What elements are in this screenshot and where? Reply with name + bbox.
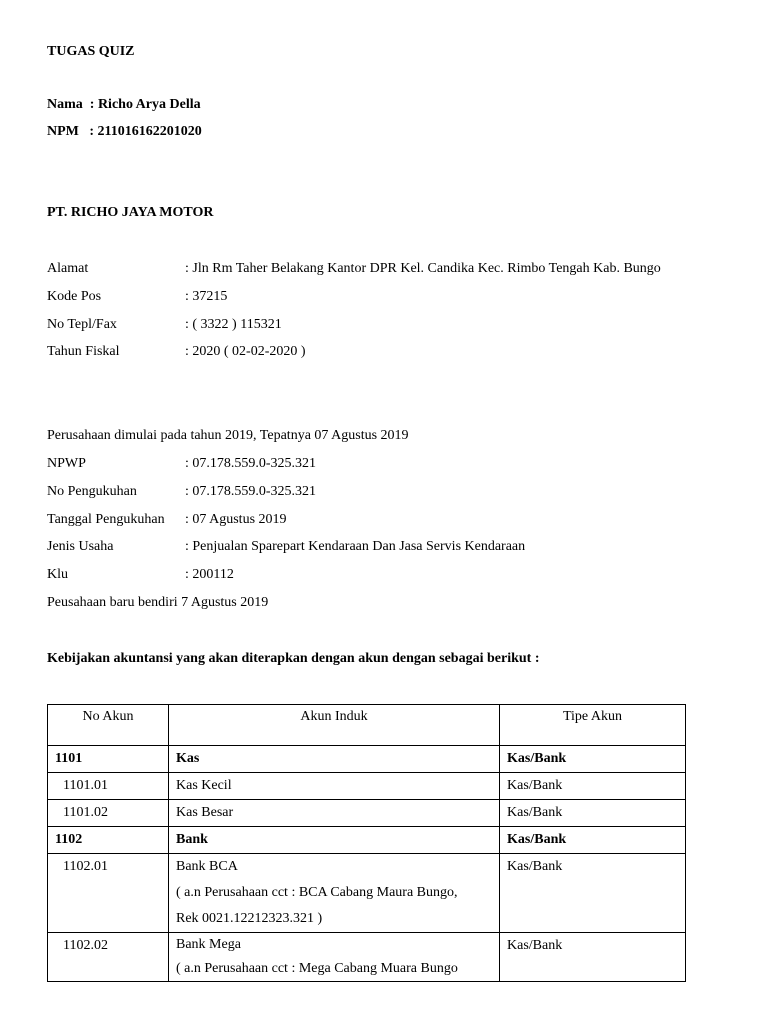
cell-tipe-akun: Kas/Bank <box>500 827 686 854</box>
company-field-value: : Jln Rm Taher Belakang Kantor DPR Kel. Candika Kec. Rimbo Tengah Kab. Bungo <box>185 261 661 276</box>
cell-akun-induk <box>169 933 500 982</box>
info-field-value: : 07 Agustus 2019 <box>185 512 287 527</box>
header-no-akun: No Akun <box>48 705 169 746</box>
table-header-row <box>48 705 686 746</box>
table-row <box>48 827 686 854</box>
table-row <box>48 800 686 827</box>
info-field-label: Jenis Usaha <box>47 539 114 554</box>
npm-value: 211016162201020 <box>97 124 202 139</box>
info-field-label: Klu <box>47 567 68 582</box>
company-field-label: Tahun Fiskal <box>47 344 120 359</box>
akun-detail-line: Rek 0021.12212323.321 ) <box>176 911 323 926</box>
info-field-label: Tanggal Pengukuhan <box>47 512 165 527</box>
cell-tipe-akun: Kas/Bank <box>500 854 686 933</box>
cell-akun-induk: Bank <box>169 827 500 854</box>
table-row <box>48 773 686 800</box>
nama-value: Richo Arya Della <box>97 97 201 112</box>
accounts-table <box>47 704 686 982</box>
info-field-value: : 07.178.559.0-325.321 <box>185 456 317 471</box>
info-field-value: : 07.178.559.0-325.321 <box>185 484 317 499</box>
info-field-label: NPWP <box>47 456 86 471</box>
nama-line <box>47 97 201 113</box>
company-field-value: : 37215 <box>185 289 228 304</box>
company-field-label: Kode Pos <box>47 289 102 304</box>
akun-detail-line: ( a.n Perusahaan cct : BCA Cabang Maura Bungo, <box>176 885 458 900</box>
company-field-value: : 2020 ( 02-02-2020 ) <box>185 344 306 359</box>
cell-no-akun: 1101 <box>48 746 169 773</box>
cell-tipe-akun: Kas/Bank <box>500 800 686 827</box>
npm-line <box>47 124 202 140</box>
cell-tipe-akun: Kas/Bank <box>500 933 686 982</box>
akun-name: Bank Mega <box>176 937 241 952</box>
company-name: PT. RICHO JAYA MOTOR <box>47 205 214 220</box>
akun-detail-line: ( a.n Perusahaan cct : Mega Cabang Muara Bungo <box>176 961 458 976</box>
document-title: TUGAS QUIZ <box>47 44 135 59</box>
npm-label: NPM : <box>47 124 98 139</box>
policy-heading: Kebijakan akuntansi yang akan diterapkan dengan akun dengan sebagai berikut : <box>47 651 540 666</box>
cell-no-akun: 1102.02 <box>48 933 169 982</box>
cell-no-akun: 1102.01 <box>48 854 169 933</box>
info-field-label: No Pengukuhan <box>47 484 137 499</box>
company-field-value: : ( 3322 ) 115321 <box>185 317 282 332</box>
table-row <box>48 854 686 933</box>
cell-tipe-akun: Kas/Bank <box>500 773 686 800</box>
cell-no-akun: 1101.01 <box>48 773 169 800</box>
cell-akun-induk <box>169 854 500 933</box>
cell-akun-induk: Kas <box>169 746 500 773</box>
info-field-value: : Penjualan Sparepart Kendaraan Dan Jasa Servis Kendaraan <box>185 539 526 554</box>
info-closing: Peusahaan baru bendiri 7 Agustus 2019 <box>47 595 269 610</box>
cell-tipe-akun: Kas/Bank <box>500 746 686 773</box>
table-row <box>48 746 686 773</box>
info-field-value: : 200112 <box>185 567 234 582</box>
table-row <box>48 933 686 982</box>
akun-name: Bank BCA <box>176 859 238 874</box>
company-field-label: Alamat <box>47 261 89 276</box>
cell-akun-induk: Kas Besar <box>169 800 500 827</box>
cell-no-akun: 1102 <box>48 827 169 854</box>
cell-no-akun: 1101.02 <box>48 800 169 827</box>
info-intro: Perusahaan dimulai pada tahun 2019, Tepatnya 07 Agustus 2019 <box>47 428 409 443</box>
company-field-label: No Tepl/Fax <box>47 317 117 332</box>
nama-label: Nama : <box>47 97 98 112</box>
cell-akun-induk: Kas Kecil <box>169 773 500 800</box>
header-akun-induk: Akun Induk <box>169 705 500 746</box>
header-tipe-akun: Tipe Akun <box>500 705 686 746</box>
